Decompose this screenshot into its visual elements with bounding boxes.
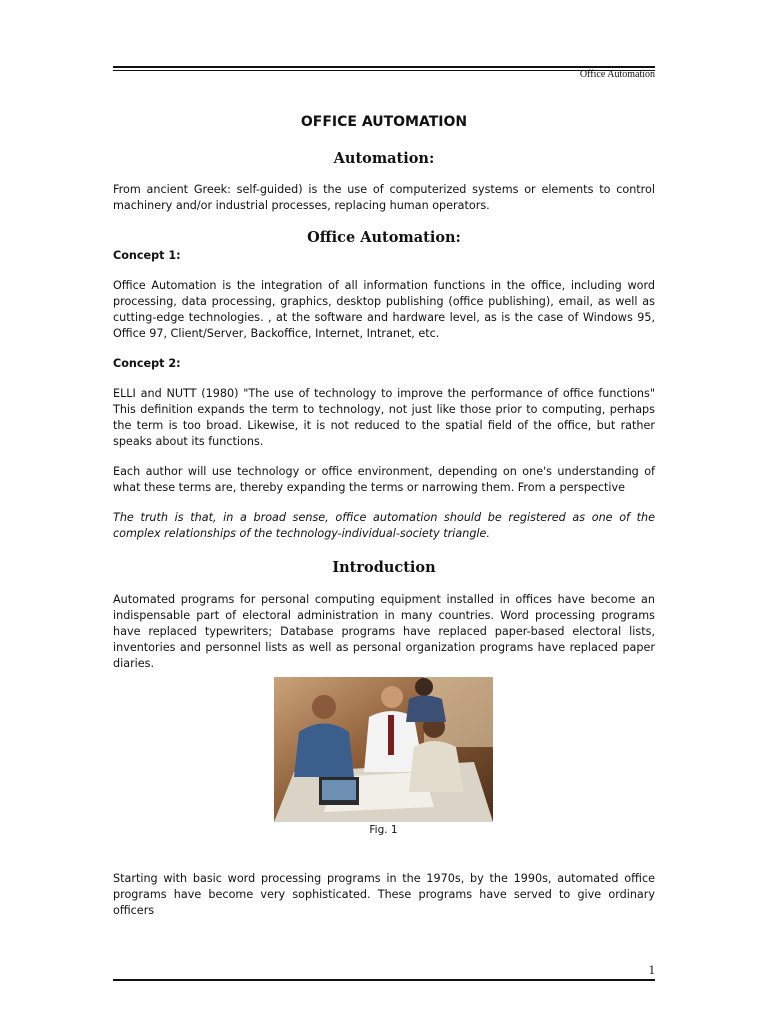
footer-rule (113, 979, 655, 981)
figure-caption: Fig. 1 (369, 824, 398, 836)
automation-paragraph: From ancient Greek: self-guided) is the use of computerized systems or elements to control machinery and/or industrial processes, replacing human operators. (113, 183, 655, 212)
office-automation-heading: Office Automation: (307, 229, 461, 246)
header-rule-thin (113, 70, 655, 71)
concept2-paragraph: ELLI and NUTT (1980) "The use of technology to improve the performance of office functions" This definition expands the term to technology, not just like those prior to computing, perhaps the term is too broad. Likewise, it is not reduced to the spatial field of the office, but rather speaks about its functions. (113, 387, 655, 448)
running-header: Office Automation (579, 69, 655, 80)
figure-office-meeting-photo (274, 677, 493, 822)
automation-heading: Automation: (333, 150, 435, 167)
document-title: OFFICE AUTOMATION (300, 114, 468, 130)
header-rule (113, 66, 655, 68)
author-paragraph: Each author will use technology or office environment, depending on one's understanding of what these terms are, thereby expanding the terms or narrowing them. From a perspective (113, 465, 655, 494)
continuation-block (113, 871, 655, 919)
introduction-paragraph: Automated programs for personal computing equipment installed in offices have become an indispensable part of electoral administration in many countries. Word processing programs have replaced typewriters; Database programs have replaced paper-based electoral lists, inventories and personnel lists as well as personal organization programs have replaced paper diaries. (113, 593, 655, 670)
italic-paragraph: The truth is that, in a broad sense, office automation should be registered as one of the complex relationships of the technology-individual-society triangle. (113, 511, 655, 540)
main-content (113, 112, 655, 672)
concept1-paragraph: Office Automation is the integration of all information functions in the office, including word processing, data processing, graphics, desktop publishing (office publishing), email, as well as cutting-edge technologies. , at the software and hardware level, as is the case of Windows 95, Office 97, Client/Server, Backoffice, Internet, Intranet, etc. (113, 279, 655, 340)
concept2-label: Concept 2: (113, 357, 181, 370)
continuation-paragraph: Starting with basic word processing programs in the 1970s, by the 1990s, automated office programs have become very sophisticated. These programs have served to give ordinary officers (113, 872, 655, 917)
page-number: 1 (648, 962, 655, 977)
concept1-label: Concept 1: (113, 249, 181, 262)
introduction-heading: Introduction (332, 559, 436, 576)
